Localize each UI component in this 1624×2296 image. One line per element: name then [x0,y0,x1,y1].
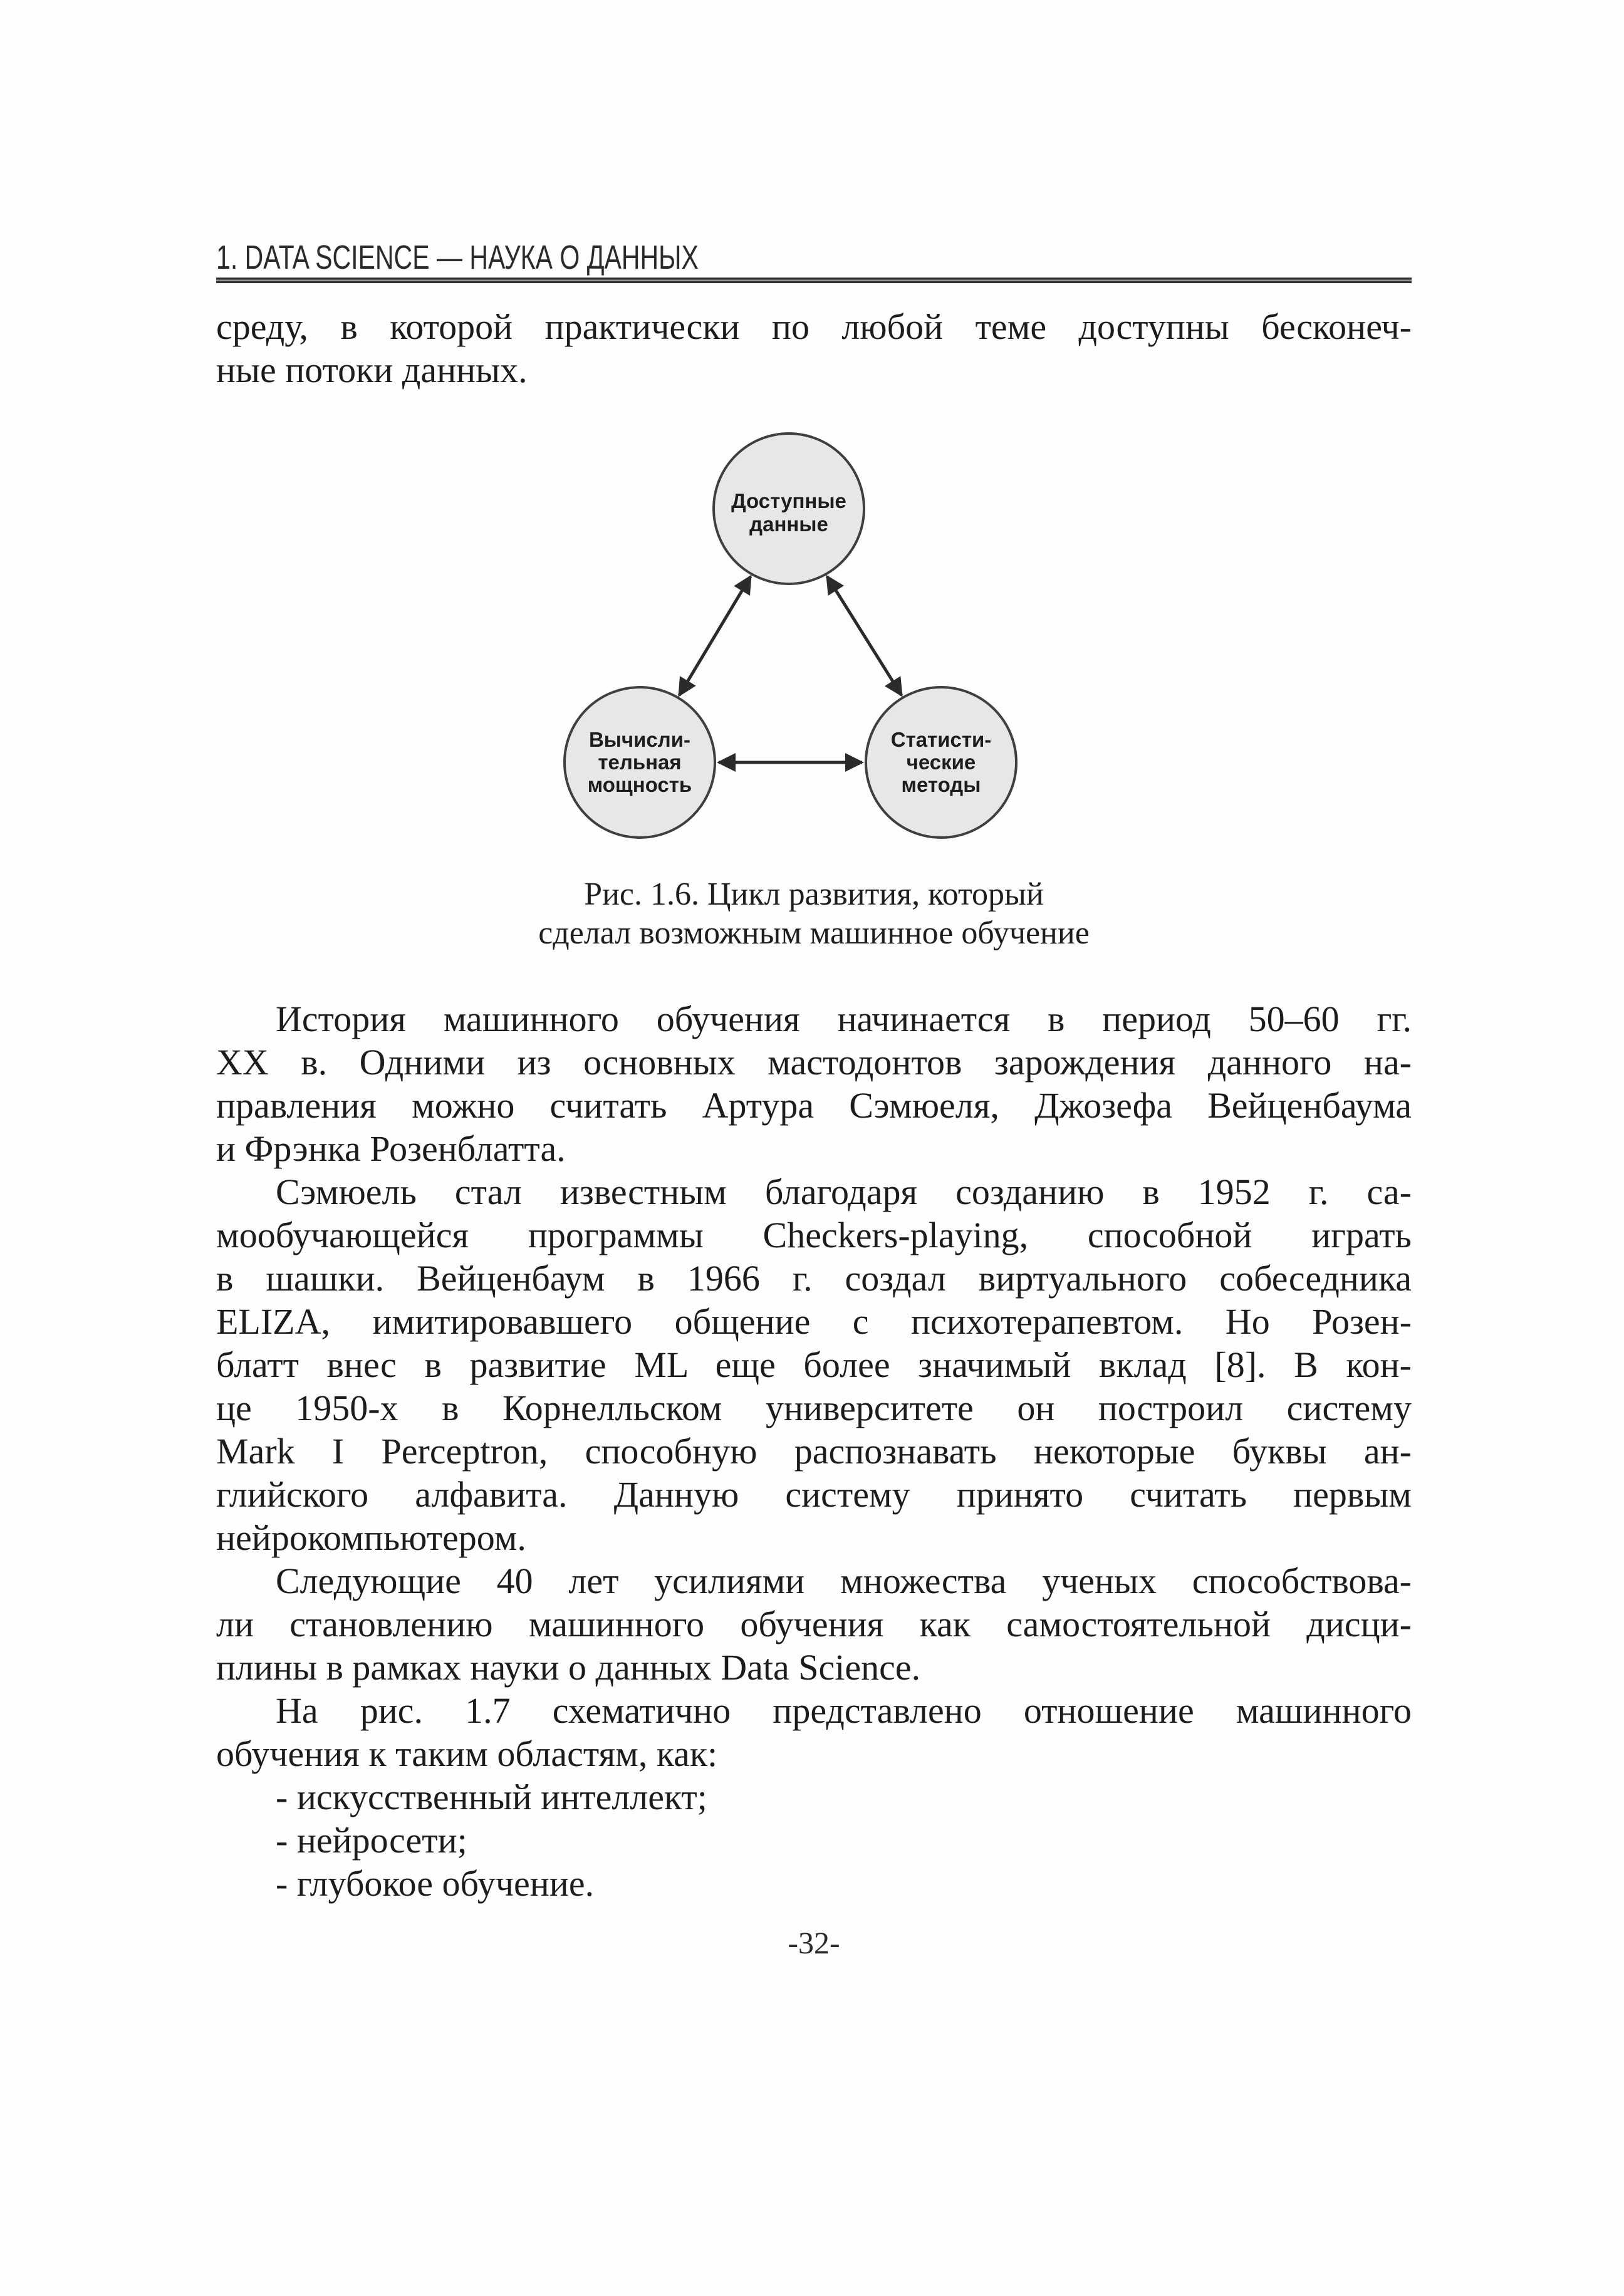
node-available-data-label-line2: данные [749,512,828,536]
list-item-neural-networks: - нейросети; [276,1820,467,1861]
paragraph-fig-1-7-intro: На рис. 1.7 схематично представлено отношение машинного обучения к таким областям, как: [216,1690,1412,1774]
node-computing-power-label-line3: мощность [587,773,692,796]
node-computing-power-label-line2: тельная [598,751,682,774]
chapter-header-text: 1. DATA SCIENCE — НАУКА О ДАННЫХ [216,239,699,276]
figure-1-6-diagram [551,426,1028,865]
areas-list [216,1775,1412,1905]
list-item-deep-learning: - глубокое обучение. [276,1863,595,1904]
page-number: -32- [788,1925,840,1960]
paragraph-samuel: Сэмюель стал известным благодаря созданию в 1952 г. са- мообучающейся программы Checkers-playing, способной играть в шашки. Вейценбаум в 1966 г. создал виртуального собеседника ELIZA, имитировавшего общение с психотерапевтом. Но Розен- блатт внес в развитие ML еще более значимый вклад [8]. В кон- це 1950-х в Корнелльском университете он построил систему Mark I Perceptron, способную распознавать некоторые буквы ан- глийского алфавита. Данную систему принято считать первым нейрокомпьютером. [216,1171,1412,1558]
arrow-data-compute [679,576,751,695]
paragraph-history: История машинного обучения начинается в период 50–60 гг. XX в. Одними из основных мастодонтов зарождения данного на- правления можно считать Артура Сэмюеля, Джозефа Вейценбаума и Фрэнка Розенблатта. [216,999,1412,1169]
cycle-diagram-svg [551,426,1028,865]
node-statistical-methods-label-line3: методы [901,773,981,796]
arrow-data-statistics [827,576,902,695]
paragraph-intro: среду, в которой практически по любой теме доступны бесконеч- ные потоки данных. [216,306,1412,390]
list-item-artificial-intelligence: - искусственный интеллект; [276,1777,707,1817]
node-available-data-label-line1: Доступные [731,489,846,512]
body-text [216,997,1412,1905]
figure-caption: Рис. 1.6. Цикл развития, который сделал возможным машинное обучение [538,876,1090,951]
node-statistical-methods-label-line2: ческие [906,751,976,774]
paragraph-next-40-years: Следующие 40 лет усилиями множества ученых способствова- ли становлению машинного обучения как самостоятельной дисци- плины в рамках науки о данных Data Science. [216,1561,1412,1688]
node-computing-power-label-line1: Вычисли- [588,728,691,751]
node-statistical-methods-label-line1: Статисти- [890,728,992,751]
chapter-header [216,238,1412,277]
header-rule [216,278,1412,283]
